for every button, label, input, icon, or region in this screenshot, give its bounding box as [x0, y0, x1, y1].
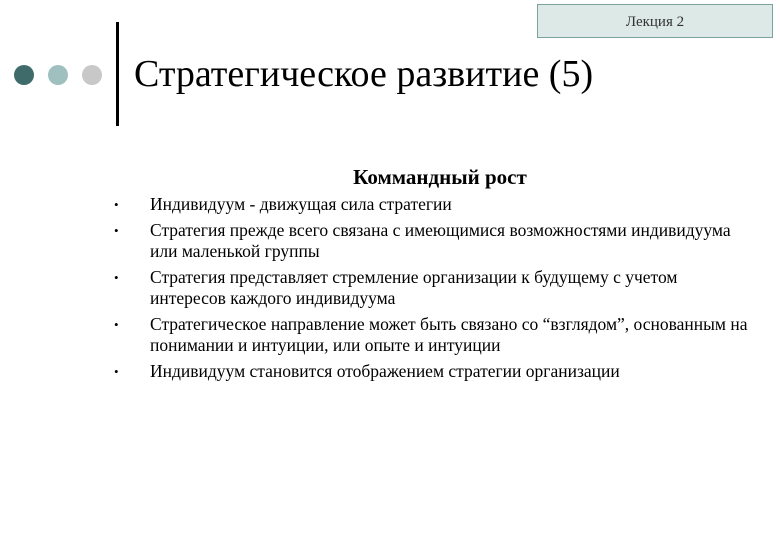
slide-title: Стратегическое развитие (5) — [134, 53, 594, 95]
list-item — [110, 220, 750, 262]
list-item-text: Индивидуум - движущая сила стратегии — [150, 194, 452, 214]
title-divider — [116, 22, 119, 126]
lecture-tag: Лекция 2 — [537, 4, 773, 38]
bullet-icon: • — [114, 317, 119, 332]
list-item-text: Стратегия прежде всего связана с имеющимися возможностями индивидуума или маленькой группы — [150, 220, 731, 261]
slide-subtitle: Коммандный рост — [353, 165, 527, 189]
medium-dot-icon — [48, 65, 68, 85]
list-item — [110, 314, 750, 356]
light-dot-icon — [82, 65, 102, 85]
bullet-icon: • — [114, 223, 119, 238]
bullet-list — [110, 194, 750, 387]
list-item-text: Стратегия представляет стремление организации к будущему с учетом интересов каждого индивидуума — [150, 267, 678, 308]
list-item — [110, 194, 750, 215]
list-item — [110, 361, 750, 382]
bullet-icon: • — [114, 270, 119, 285]
list-item — [110, 267, 750, 309]
list-item-text: Стратегическое направление может быть связано со “взглядом”, основанным на понимании и интуиции, или опыте и интуиции — [150, 314, 748, 355]
bullet-icon: • — [114, 197, 119, 212]
decorative-dots — [14, 65, 102, 85]
dark-dot-icon — [14, 65, 34, 85]
bullet-icon: • — [114, 364, 119, 379]
list-item-text: Индивидуум становится отображением стратегии организации — [150, 361, 620, 381]
